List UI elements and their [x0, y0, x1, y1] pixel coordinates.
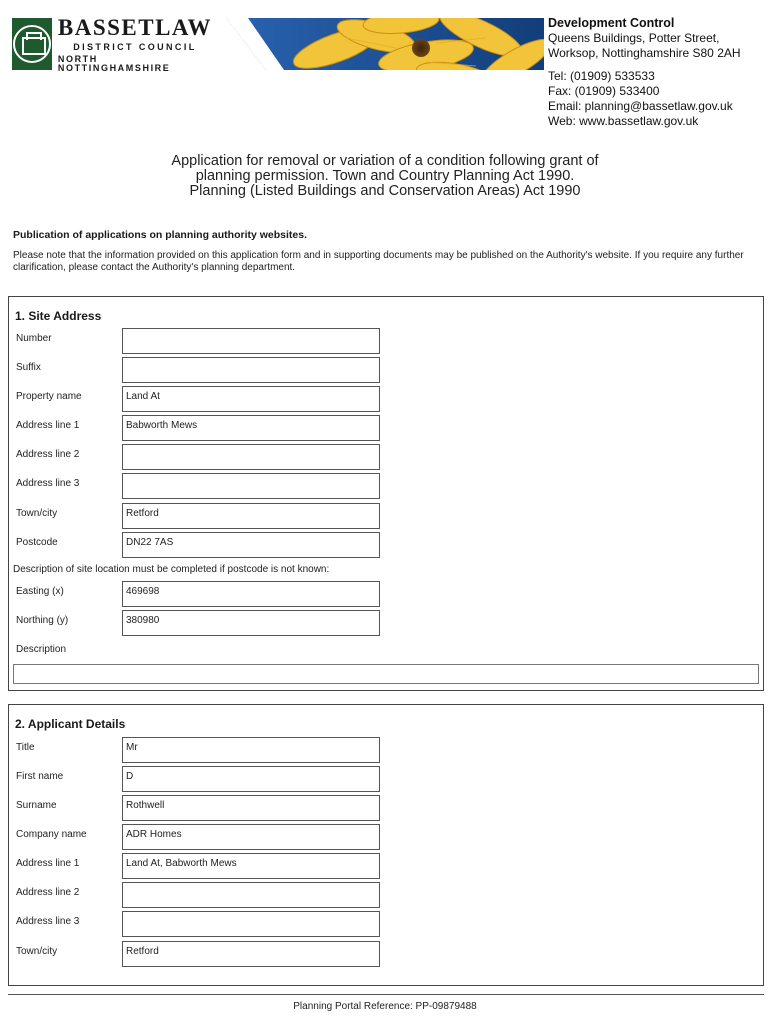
surname-input[interactable]: Rothwell: [122, 795, 380, 821]
postcode-input[interactable]: DN22 7AS: [122, 532, 380, 558]
field-label: Title: [16, 742, 35, 753]
field-row-postcode: [9, 532, 763, 558]
field-label: Northing (y): [16, 615, 69, 626]
logo-line-2: NORTH NOTTINGHAMSHIRE: [57, 53, 171, 73]
field-row-town-city: [9, 503, 763, 529]
field-label: Address line 3: [16, 478, 80, 489]
field-label: Address line 3: [16, 916, 80, 927]
site-address-section: [8, 296, 764, 691]
department-title: Development Control: [548, 16, 675, 30]
address-line-2: Worksop, Nottinghamshire S80 2AH: [548, 46, 741, 60]
applicant-address-line-2-input[interactable]: [122, 882, 380, 908]
field-row-company-name: [9, 824, 763, 850]
field-row-northing: [9, 610, 763, 636]
email-link[interactable]: Email: planning@bassetlaw.gov.uk: [548, 99, 733, 113]
first-name-input[interactable]: D: [122, 766, 380, 792]
form-title: [60, 154, 710, 199]
field-label: Number: [16, 333, 52, 344]
applicant-address-line-3-input[interactable]: [122, 911, 380, 937]
telephone: Tel: (01909) 533533: [548, 69, 655, 83]
field-row-town-city: [9, 941, 763, 967]
field-label: Property name: [16, 391, 82, 402]
field-row-easting: [9, 581, 763, 607]
council-logo: [12, 14, 212, 73]
field-row-first-name: [9, 766, 763, 792]
section-heading: 1. Site Address: [15, 309, 102, 323]
field-row-address-line-3: [9, 911, 763, 937]
field-label: Town/city: [16, 946, 58, 957]
field-row-address-line-1: [9, 853, 763, 879]
field-row-address-line-1: [9, 415, 763, 441]
field-label: Address line 1: [16, 420, 80, 431]
section-heading: 2. Applicant Details: [15, 717, 126, 731]
form-title-line-1: Application for removal or variation of a condition following grant of: [171, 153, 599, 169]
description-input[interactable]: [13, 664, 759, 684]
publication-notice: Please note that the information provided on this application form and in supporting documents may be published on the Authority's website. If you require any further clarification, please contact the Authority's planning department.: [13, 250, 744, 273]
field-label: Address line 2: [16, 887, 80, 898]
sunflower-banner-image: [226, 18, 544, 70]
address-line-3-input[interactable]: [122, 473, 380, 499]
field-row-number: [9, 328, 763, 354]
field-label: Postcode: [16, 537, 58, 548]
town-city-input[interactable]: Retford: [122, 503, 380, 529]
applicant-details-section: [8, 704, 764, 986]
applicant-town-city-input[interactable]: Retford: [122, 941, 380, 967]
address-line-1: Queens Buildings, Potter Street,: [548, 31, 720, 45]
field-label: Address line 1: [16, 858, 80, 869]
logo-line-1: DISTRICT COUNCIL: [73, 41, 197, 52]
web-link[interactable]: Web: www.bassetlaw.gov.uk: [548, 114, 699, 128]
location-note: Description of site location must be completed if postcode is not known:: [13, 564, 330, 575]
fax: Fax: (01909) 533400: [548, 84, 660, 98]
field-label: Town/city: [16, 508, 58, 519]
contact-block: [548, 16, 770, 129]
field-label: Suffix: [16, 362, 41, 373]
description-label: Description: [16, 644, 67, 655]
crest-icon: [12, 18, 52, 70]
field-row-address-line-3: [9, 473, 763, 499]
address-line-1-input[interactable]: Babworth Mews: [122, 415, 380, 441]
field-row-address-line-2: [9, 444, 763, 470]
portal-reference: Planning Portal Reference: PP-09879488: [293, 1001, 477, 1012]
northing-input[interactable]: 380980: [122, 610, 380, 636]
company-name-input[interactable]: ADR Homes: [122, 824, 380, 850]
field-row-address-line-2: [9, 882, 763, 908]
form-title-line-2: planning permission. Town and Country Planning Act 1990.: [195, 168, 575, 184]
form-title-line-3: Planning (Listed Buildings and Conservation Areas) Act 1990: [189, 183, 581, 199]
field-label: Surname: [16, 800, 57, 811]
logo-name: BASSETLAW: [57, 14, 212, 40]
field-label: Company name: [16, 829, 87, 840]
applicant-address-line-1-input[interactable]: Land At, Babworth Mews: [122, 853, 380, 879]
title-input[interactable]: Mr: [122, 737, 380, 763]
publication-heading: Publication of applications on planning authority websites.: [13, 229, 308, 241]
field-row-suffix: [9, 357, 763, 383]
field-label: Address line 2: [16, 449, 80, 460]
number-input[interactable]: [122, 328, 380, 354]
suffix-input[interactable]: [122, 357, 380, 383]
field-row-property-name: [9, 386, 763, 412]
address-line-2-input[interactable]: [122, 444, 380, 470]
field-row-surname: [9, 795, 763, 821]
field-label: First name: [16, 771, 64, 782]
property-name-input[interactable]: Land At: [122, 386, 380, 412]
field-row-title: [9, 737, 763, 763]
footer-divider: [8, 994, 764, 995]
field-label: Easting (x): [16, 586, 64, 597]
easting-input[interactable]: 469698: [122, 581, 380, 607]
